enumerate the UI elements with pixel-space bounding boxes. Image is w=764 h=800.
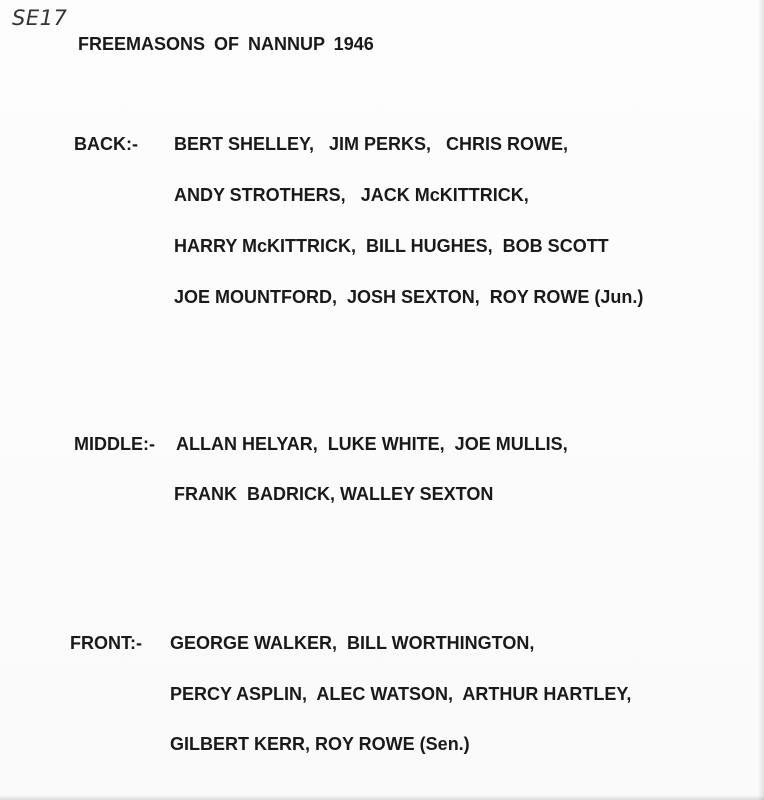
name-line: JOE MOUNTFORD, JOSH SEXTON, ROY ROWE (Jun.) (174, 287, 644, 307)
page-edge-shadow-right (758, 0, 764, 800)
name-line: GILBERT KERR, ROY ROWE (Sen.) (170, 734, 470, 754)
page-edge-shadow-bottom (0, 795, 764, 800)
name-line: BERT SHELLEY, JIM PERKS, CHRIS ROWE, (174, 134, 569, 154)
section-label-front: FRONT:- (70, 633, 142, 653)
name-line: FRANK BADRICK, WALLEY SEXTON (174, 484, 494, 504)
name-line: PERCY ASPLIN, ALEC WATSON, ARTHUR HARTLEY, (170, 684, 632, 704)
name-line: GEORGE WALKER, BILL WORTHINGTON, (170, 633, 535, 653)
section-label-back: BACK:- (74, 134, 138, 154)
name-line: ALLAN HELYAR, LUKE WHITE, JOE MULLIS, (176, 434, 568, 454)
name-line: HARRY McKITTRICK, BILL HUGHES, BOB SCOTT (174, 236, 609, 256)
name-line: ANDY STROTHERS, JACK McKITTRICK, (174, 185, 529, 205)
section-label-middle: MIDDLE:- (74, 434, 155, 454)
reference-code: SE17 (12, 6, 68, 30)
document-title: FREEMASONS OF NANNUP 1946 (78, 34, 374, 54)
